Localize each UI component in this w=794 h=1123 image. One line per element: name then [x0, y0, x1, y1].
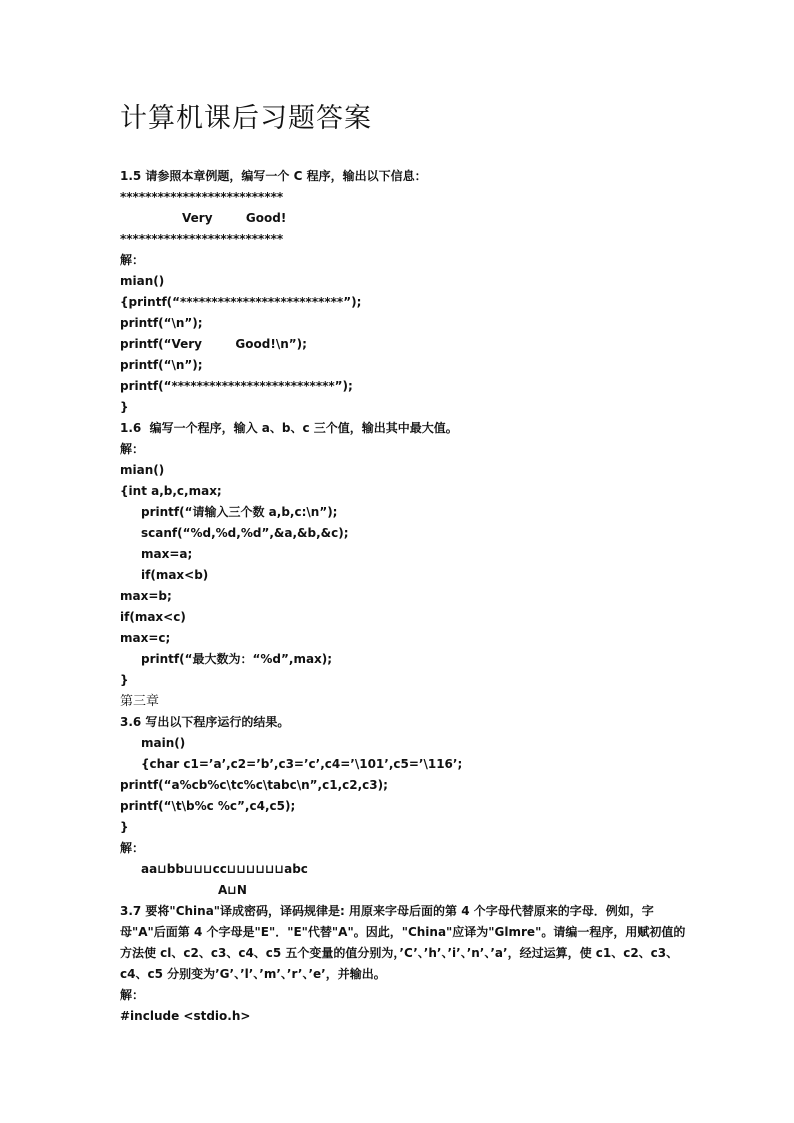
text-line: mian() — [120, 463, 165, 477]
text-line: Very Good! — [182, 211, 287, 225]
tail-text-line: #include <stdio.h> — [120, 1009, 251, 1023]
text-line: {char c1=’a’,c2=’b’,c3=’c’,c4=’\101’,c5=’\116’; — [141, 757, 463, 771]
document-page — [120, 98, 690, 1027]
text-line: printf(“请输入三个数 a,b,c:\n”); — [141, 505, 338, 519]
document-tail — [120, 985, 690, 1027]
text-line: printf(“**************************”); — [120, 379, 353, 393]
text-line: max=a; — [141, 547, 193, 561]
document-title: 计算机课后习题答案 — [120, 103, 372, 134]
document-body — [120, 166, 690, 901]
text-line: {printf(“**************************”); — [120, 295, 362, 309]
text-line: printf(“Very Good!\n”); — [120, 337, 307, 351]
text-line: main() — [141, 736, 186, 750]
text-line: printf(“a%cb%c\tc%c\tabc\n”,c1,c2,c3); — [120, 778, 388, 792]
text-line: max=c; — [120, 631, 171, 645]
text-line: printf(“\t\b%c %c”,c4,c5); — [120, 799, 296, 813]
text-line: 解： — [120, 253, 145, 267]
text-line: 第三章 — [120, 694, 160, 709]
text-line: aa⊔bb⊔⊔⊔cc⊔⊔⊔⊔⊔⊔abc — [141, 862, 308, 876]
text-line: ************************** — [120, 232, 284, 246]
text-line: scanf(“%d,%d,%d”,&a,&b,&c); — [141, 526, 349, 540]
text-line: printf(“\n”); — [120, 316, 203, 330]
text-line: } — [120, 673, 129, 687]
text-line: 1.6 编写一个程序，输入 a、b、c 三个值，输出其中最大值。 — [120, 421, 458, 435]
text-line: if(max<c) — [120, 610, 186, 624]
text-line: 解： — [120, 841, 145, 855]
text-line: printf(“最大数为：“%d”,max); — [141, 652, 333, 666]
text-line: A⊔N — [218, 883, 247, 897]
text-line: 3.6 写出以下程序运行的结果。 — [120, 715, 290, 729]
text-line: printf(“\n”); — [120, 358, 203, 372]
text-line: 1.5 请参照本章例题，编写一个 C 程序，输出以下信息： — [120, 169, 427, 183]
text-line: 解： — [120, 442, 145, 456]
text-line: if(max<b) — [141, 568, 209, 582]
text-line: max=b; — [120, 589, 172, 603]
text-line: ************************** — [120, 190, 284, 204]
text-line: } — [120, 820, 129, 834]
text-line: } — [120, 400, 129, 414]
exercise-3-7-paragraph: 3.7 要将"China"译成密码，译码规律是: 用原来字母后面的第 4 个字母代替原来的字母．例如，字母"A"后面第 4 个字母是"E"．"E"代替"A"。因此，"China"应译为"Glmre"。请编一程序，用赋初值的方法使 cl、c2、c3、c4、c5 五个变量的值分别为，’C’、’h’、’i’、’n’、’a’，经过运算，使 c1、c2、c3、c4、c5 分别变为’G’、’l’、’m’、’r’、’e’，并输出。 — [120, 904, 686, 981]
tail-text-line: 解： — [120, 988, 145, 1002]
text-line: mian() — [120, 274, 165, 288]
text-line: {int a,b,c,max; — [120, 484, 222, 498]
